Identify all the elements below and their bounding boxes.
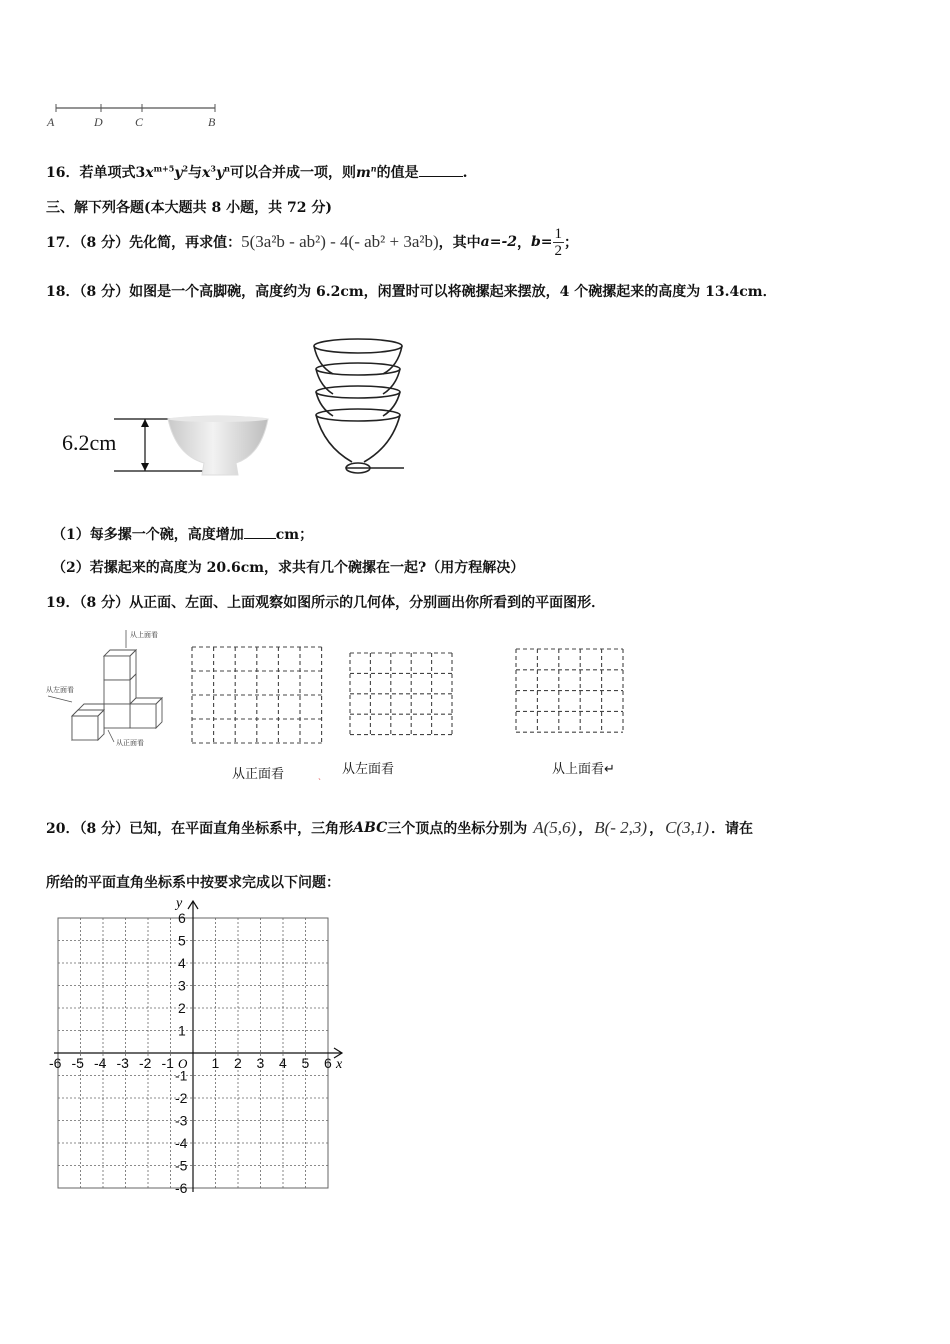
y-tick-label: -1 xyxy=(175,1067,188,1084)
front-view-grid xyxy=(190,645,324,745)
point-b-label: B xyxy=(208,115,216,129)
x-tick-label: -4 xyxy=(94,1055,107,1071)
x-tick-label: 4 xyxy=(279,1055,287,1071)
y-tick-label: 4 xyxy=(178,955,186,971)
b-fraction: $\frac{1}{2}$ xyxy=(554,225,563,259)
answer-blank[interactable] xyxy=(244,526,276,539)
y-tick-label: -3 xyxy=(175,1112,188,1129)
x-axis-label: x xyxy=(336,1057,343,1072)
top-view-label: 从上面看 xyxy=(130,631,158,639)
question-20-line-2: 所给的平面直角坐标系中按要求完成以下问题： xyxy=(46,875,340,891)
x-tick-label: 2 xyxy=(234,1055,242,1071)
point-c-coords: C(3,1) xyxy=(665,818,709,837)
y-tick-label: 5 xyxy=(178,932,186,949)
top-view-grid xyxy=(514,647,626,735)
question-18-part-1: （1）每多摞一个碗，高度增加 cm； xyxy=(52,527,314,543)
x-tick-label: -1 xyxy=(161,1055,174,1071)
x-tick-label: 1 xyxy=(211,1055,220,1071)
x-tick-label: -6 xyxy=(49,1055,62,1071)
point-c-label: C xyxy=(135,115,144,129)
y-tick-label: -6 xyxy=(175,1180,188,1196)
x-tick-label: -3 xyxy=(116,1055,129,1071)
y-tick-label: -2 xyxy=(175,1090,188,1106)
question-17: 17．（8 分）先化简，再求值： 5(3a²b - ab²) - 4(- ab² + 3a²b) ，其中 a=-2 ， b= $\frac{1}{2}$ ； xyxy=(46,225,579,259)
question-18: 18．（8 分）如图是一个高脚碗，高度约为 6.2cm，闲置时可以将碗摞起来摆放，4 个碗摞起来的高度为 13.4cm． xyxy=(46,284,777,300)
answer-blank[interactable] xyxy=(419,164,463,177)
bowl-figure xyxy=(56,405,286,483)
point-b-coords: B(- 2,3) xyxy=(594,818,648,837)
coordinate-plane xyxy=(40,895,360,1205)
top-view-caption: 从上面看↵ xyxy=(552,762,615,777)
left-view-grid xyxy=(348,651,454,737)
question-20: 20．（8 分）已知，在平面直角坐标系中，三角形 ABC 三个顶点的坐标分别为 A(5,6) ， B(- 2,3) ， C(3,1) ．请在 xyxy=(46,818,753,837)
q17-expression: 5(3a²b - ab²) - 4(- ab² + 3a²b) xyxy=(241,232,439,251)
section-3-heading: 三、解下列各题(本大题共 8 小题，共 72 分) xyxy=(46,200,332,216)
point-a-coords: A(5,6) xyxy=(533,818,577,837)
question-16: 16．若单项式$3x^{m+5}y^2$与$x^3y^n$可以合并成一项，则$m^n$的值是 . xyxy=(46,163,468,181)
stacked-bowls-figure xyxy=(308,336,408,478)
segment-figure xyxy=(44,100,224,132)
point-d-label: D xyxy=(94,115,103,129)
front-view-caption: 从正面看 xyxy=(232,767,285,782)
left-view-label: 从左面看 xyxy=(46,686,74,694)
height-label: 6.2cm xyxy=(62,430,117,455)
y-tick-label: -4 xyxy=(175,1135,188,1151)
y-tick-label: 1 xyxy=(178,1022,186,1039)
x-tick-label: 6 xyxy=(324,1055,332,1071)
left-view-caption: 从左面看 xyxy=(342,762,395,777)
y-tick-label: 2 xyxy=(178,1000,186,1016)
x-tick-label: -2 xyxy=(139,1055,152,1071)
cube-solid-figure xyxy=(44,626,174,748)
y-tick-label: -5 xyxy=(175,1157,188,1174)
y-tick-label: 3 xyxy=(178,977,186,994)
x-tick-label: 5 xyxy=(301,1055,310,1071)
origin-label: O xyxy=(178,1056,188,1071)
y-tick-label: 6 xyxy=(178,910,186,926)
point-a-label: A xyxy=(47,115,55,129)
red-mark: ˎ xyxy=(318,771,321,781)
x-tick-label: 3 xyxy=(256,1055,265,1071)
front-view-label: 从正面看 xyxy=(116,739,144,747)
question-19: 19．（8 分）从正面、左面、上面观察如图所示的几何体，分别画出你所看到的平面图形． xyxy=(46,595,606,611)
x-tick-label: -5 xyxy=(71,1055,84,1071)
y-axis-label: y xyxy=(176,896,183,911)
question-18-part-2: （2）若摞起来的高度为 20.6cm，求共有几个碗摞在一起?（用方程解决） xyxy=(52,560,525,576)
